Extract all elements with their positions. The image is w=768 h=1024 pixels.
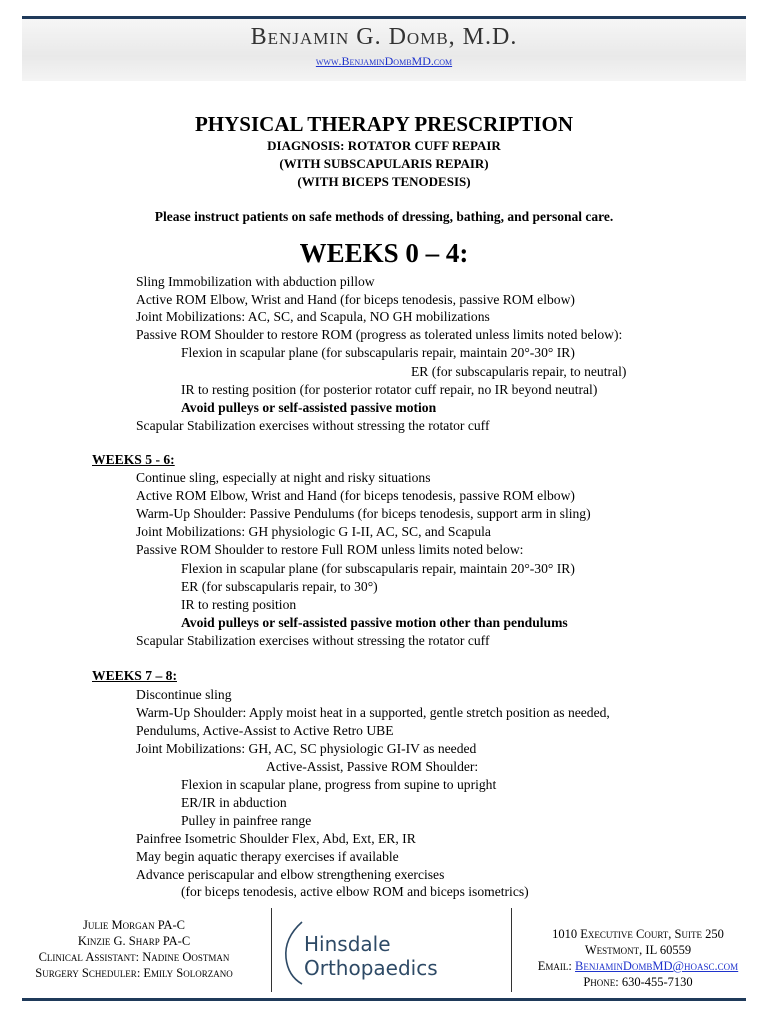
- w04-line-emphasis: Avoid pulleys or self-assisted passive motion: [181, 400, 437, 415]
- w78-line: Pendulums, Active-Assist to Active Retro UBE: [136, 723, 394, 738]
- footer-divider-right: [511, 908, 512, 992]
- w56-line-emphasis: Avoid pulleys or self-assisted passive motion other than pendulums: [181, 615, 568, 630]
- email-line: [520, 958, 756, 974]
- w78-line: (for biceps tenodesis, active elbow ROM and biceps isometrics): [181, 884, 529, 899]
- footer-divider-left: [271, 908, 272, 992]
- w56-line: Scapular Stabilization exercises without stressing the rotator cuff: [136, 633, 490, 648]
- logo-word-1: Hinsdale: [304, 932, 391, 956]
- weeks-5-6-heading: WEEKS 5 - 6:: [92, 452, 175, 467]
- w56-line: Joint Mobilizations: GH physiologic G I-II, AC, SC, and Scapula: [136, 524, 491, 539]
- care-instruction: Please instruct patients on safe methods of dressing, bathing, and personal care.: [154, 209, 614, 224]
- address-line-2: Westmont, IL 60559: [584, 943, 692, 957]
- w04-line: ER (for subscapularis repair, to neutral): [411, 364, 627, 379]
- w56-line: Active ROM Elbow, Wrist and Hand (for biceps tenodesis, passive ROM elbow): [136, 488, 575, 503]
- w78-line: Active-Assist, Passive ROM Shoulder:: [266, 759, 479, 774]
- email-link[interactable]: BenjaminDombMD@hoasc.com: [575, 959, 739, 973]
- w04-line: Sling Immobilization with abduction pillow: [136, 274, 375, 289]
- w04-line: IR to resting position (for posterior rotator cuff repair, no IR beyond neutral): [181, 382, 598, 397]
- w78-line: ER/IR in abduction: [181, 795, 287, 810]
- w78-line: Pulley in painfree range: [181, 813, 312, 828]
- website-link[interactable]: www.BenjaminDombMD.com: [315, 54, 453, 68]
- w78-line: May begin aquatic therapy exercises if available: [136, 849, 399, 864]
- footer-bottom-rule: [22, 998, 746, 1001]
- logo-word-2: Orthopaedics: [304, 956, 438, 980]
- email-label: Email:: [537, 959, 572, 973]
- staff-name: Surgery Scheduler: Emily Solorzano: [35, 966, 233, 980]
- w78-line: Flexion in scapular plane, progress from supine to upright: [181, 777, 497, 792]
- staff-name: Julie Morgan PA-C: [82, 918, 186, 932]
- w78-line: Joint Mobilizations: GH, AC, SC physiologic GI-IV as needed: [136, 741, 477, 756]
- w04-line: Scapular Stabilization exercises without stressing the rotator cuff: [136, 418, 490, 433]
- address-line-1: 1010 Executive Court, Suite 250: [552, 927, 724, 941]
- w04-line: Passive ROM Shoulder to restore ROM (progress as tolerated unless limits noted below):: [136, 327, 623, 342]
- diagnosis-line-3: (WITH BICEPS TENODESIS): [297, 174, 471, 189]
- staff-name: Clinical Assistant: Nadine Oostman: [38, 950, 230, 964]
- w56-line: ER (for subscapularis repair, to 30°): [181, 579, 378, 594]
- page-title: PHYSICAL THERAPY PRESCRIPTION: [194, 112, 574, 136]
- w78-line: Discontinue sling: [136, 687, 232, 702]
- w56-line: Flexion in scapular plane (for subscapularis repair, maintain 20°-30° IR): [181, 561, 575, 576]
- w78-line: Painfree Isometric Shoulder Flex, Abd, Ext, ER, IR: [136, 831, 416, 846]
- doctor-name: Benjamin G. Domb, M.D.: [250, 24, 518, 50]
- staff-list: [0, 917, 268, 981]
- w04-line: Joint Mobilizations: AC, SC, and Scapula, NO GH mobilizations: [136, 309, 490, 324]
- staff-name: Kinzie G. Sharp PA-C: [77, 934, 191, 948]
- diagnosis-line-2: (WITH SUBSCAPULARIS REPAIR): [279, 156, 489, 171]
- w56-line: Warm-Up Shoulder: Passive Pendulums (for biceps tenodesis, support arm in sling): [136, 506, 591, 521]
- weeks-7-8-heading: WEEKS 7 – 8:: [92, 668, 177, 683]
- w04-line: Flexion in scapular plane (for subscapularis repair, maintain 20°-30° IR): [181, 345, 575, 360]
- weeks-0-4-heading: WEEKS 0 – 4:: [299, 238, 469, 268]
- w56-line: Passive ROM Shoulder to restore Full ROM unless limits noted below:: [136, 542, 524, 557]
- diagnosis-line-1: DIAGNOSIS: ROTATOR CUFF REPAIR: [267, 138, 501, 153]
- hinsdale-logo: [280, 918, 500, 988]
- contact-block: [520, 926, 756, 990]
- w78-line: Advance periscapular and elbow strengthening exercises: [136, 867, 445, 882]
- w78-line: Warm-Up Shoulder: Apply moist heat in a supported, gentle stretch position as needed,: [136, 705, 610, 720]
- phone-line: Phone: 630-455-7130: [583, 975, 693, 989]
- w04-line: Active ROM Elbow, Wrist and Hand (for biceps tenodesis, passive ROM elbow): [136, 292, 575, 307]
- w56-line: IR to resting position: [181, 597, 297, 612]
- w56-line: Continue sling, especially at night and risky situations: [136, 470, 431, 485]
